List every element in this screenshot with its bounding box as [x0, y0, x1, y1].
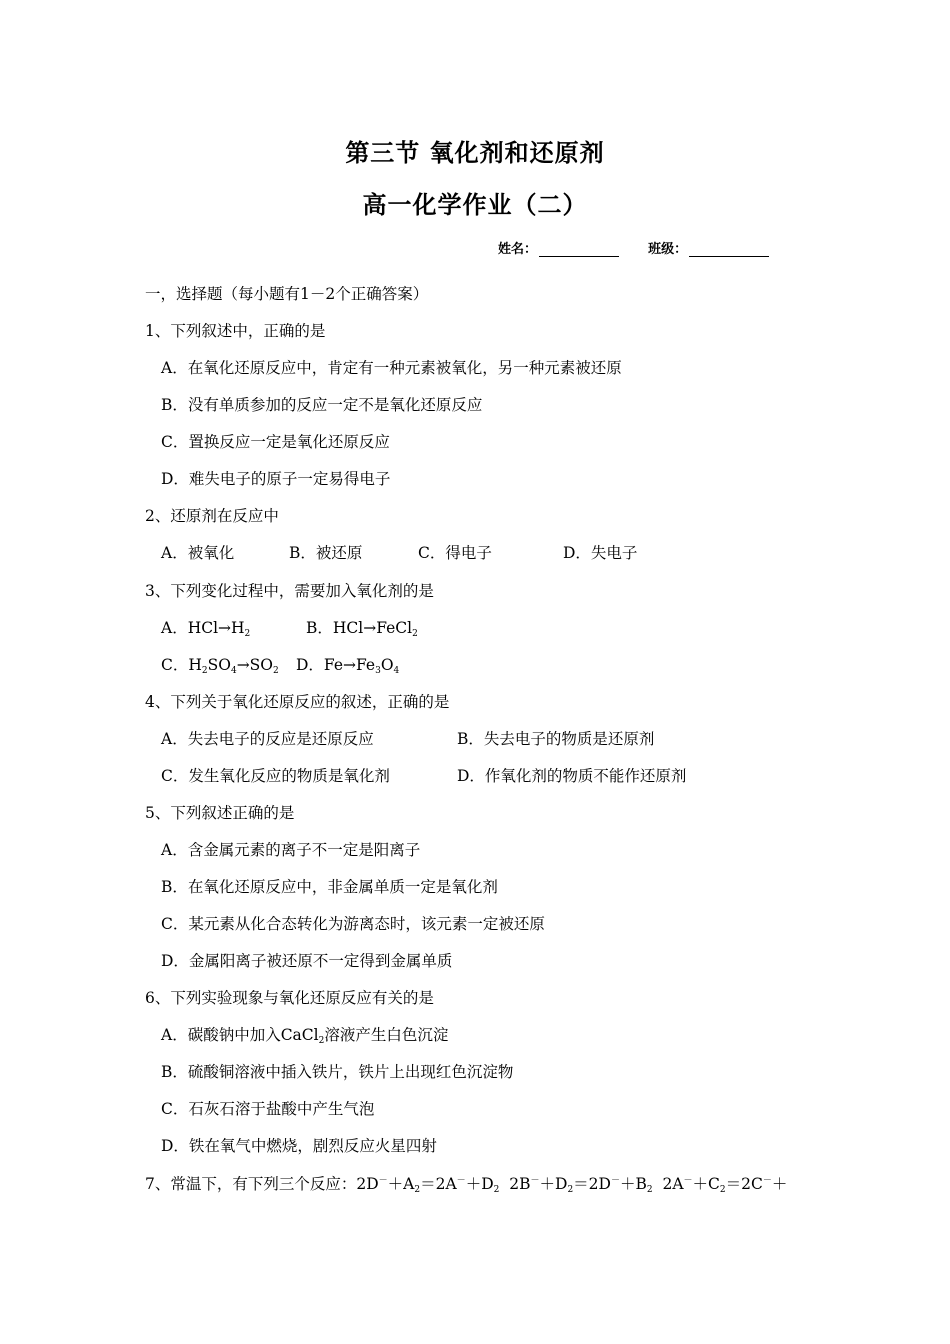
- page-title: 第三节 氧化剂和还原剂: [345, 139, 605, 167]
- question-7-stem: 7、常温下，有下列三个反应：$2D^-+A_2=2A^-+D_2$ $2B^-+D_2=2D^-+B_2$ $2A^-+C_2=2C^-+$: [145, 1175, 788, 1195]
- question-3-stem: 3、下列变化过程中，需要加入氧化剂的是: [145, 582, 434, 600]
- question-4-option-d: D．作氧化剂的物质不能作还原剂: [457, 767, 687, 785]
- question-6-option-c: C．石灰石溶于盐酸中产生气泡: [161, 1100, 375, 1118]
- section-heading: 一，选择题（每小题有1－2个正确答案）: [145, 285, 429, 303]
- question-5-option-d: D．金属阳离子被还原不一定得到金属单质: [161, 952, 453, 970]
- question-3-option-d: D．$Fe\to Fe_3O_4$: [296, 656, 400, 676]
- question-5-option-c: C．某元素从化合态转化为游离态时，该元素一定被还原: [161, 915, 545, 933]
- question-1-option-a: A．在氧化还原反应中，肯定有一种元素被氧化，另一种元素被还原: [161, 359, 622, 377]
- question-2-option-c: C．得电子: [418, 544, 492, 562]
- question-1-option-c: C．置换反应一定是氧化还原反应: [161, 433, 390, 451]
- question-6-option-a: A．碳酸钠中加入CaCl$_2$溶液产生白色沉淀: [161, 1026, 449, 1046]
- question-5-option-b: B．在氧化还原反应中，非金属单质一定是氧化剂: [161, 878, 498, 896]
- question-6-option-d: D．铁在氧气中燃烧，剧烈反应火星四射: [161, 1137, 437, 1155]
- question-1-stem: 1、下列叙述中，正确的是: [145, 322, 326, 340]
- question-1-option-b: B．没有单质参加的反应一定不是氧化还原反应: [161, 396, 483, 414]
- question-4-option-c: C．发生氧化反应的物质是氧化剂: [161, 767, 390, 785]
- class-label: 班级：: [648, 242, 688, 257]
- question-3-option-b: B．HCl→FeCl$_2$: [306, 619, 418, 639]
- question-6-stem: 6、下列实验现象与氧化还原反应有关的是: [145, 989, 434, 1007]
- question-6-option-b: B．硫酸铜溶液中插入铁片，铁片上出现红色沉淀物: [161, 1063, 514, 1081]
- student-info: [498, 238, 769, 257]
- name-label: 姓名：: [498, 242, 538, 257]
- question-3-option-c: C．$H_2SO_4\to SO_2$: [161, 656, 279, 676]
- class-blank[interactable]: [689, 242, 769, 257]
- name-blank[interactable]: [539, 242, 619, 257]
- question-5-stem: 5、下列叙述正确的是: [145, 804, 295, 822]
- question-3-option-a: A．$HCl\to H_2$: [161, 619, 251, 639]
- page-subtitle: 高一化学作业（二）: [362, 191, 588, 219]
- question-2-option-a: A．被氧化: [161, 544, 235, 562]
- question-2-option-b: B．被还原: [289, 544, 363, 562]
- question-4-option-b: B．失去电子的物质是还原剂: [457, 730, 655, 748]
- question-2-option-d: D．失电子: [563, 544, 638, 562]
- question-4-option-a: A．失去电子的反应是还原反应: [161, 730, 374, 748]
- question-2-stem: 2、还原剂在反应中: [145, 507, 279, 525]
- question-5-option-a: A．含金属元素的离子不一定是阳离子: [161, 841, 421, 859]
- question-4-stem: 4、下列关于氧化还原反应的叙述，正确的是: [145, 693, 450, 711]
- question-1-option-d: D．难失电子的原子一定易得电子: [161, 470, 391, 488]
